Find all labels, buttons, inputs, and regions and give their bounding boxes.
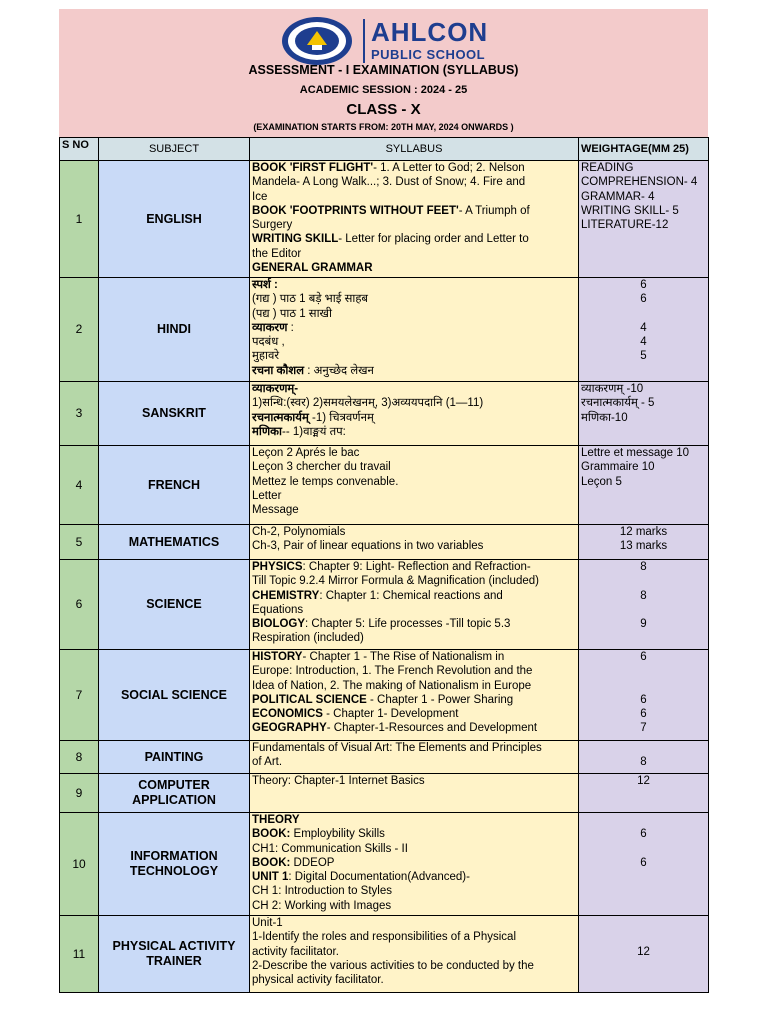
row-number: 3 (60, 382, 99, 446)
weightage-line: 6 (640, 693, 647, 706)
syllabus-text: - Letter for placing order and Letter to (338, 233, 529, 246)
syllabus-heading: रचनात्मकार्यम् (252, 411, 309, 424)
syllabus-line (252, 664, 576, 678)
subject-name: INFORMATION TECHNOLOGY (99, 813, 250, 916)
syllabus-heading: व्याकरण (252, 321, 288, 334)
syllabus-line (252, 916, 576, 930)
syllabus-heading: UNIT 1 (252, 871, 289, 884)
subject-name: COMPUTER APPLICATION (99, 774, 250, 813)
syllabus-line (252, 278, 576, 292)
syllabus-table (59, 137, 709, 993)
table-row (60, 650, 709, 741)
syllabus-line (252, 589, 576, 603)
weightage-line: 12 marks (619, 526, 668, 538)
syllabus-line (252, 335, 576, 349)
weightage-line (581, 603, 706, 617)
syllabus-line (252, 827, 576, 841)
weightage-line: WRITING SKILL- 5 (581, 204, 679, 217)
syllabus-line (252, 525, 576, 539)
syllabus-text: Respiration (included) (252, 632, 364, 645)
syllabus-heading: CHEMISTRY (252, 589, 320, 602)
syllabus-text: पदबंध , (252, 336, 285, 349)
syllabus-line (252, 364, 576, 378)
syllabus-line (252, 707, 576, 721)
exam-title: ASSESSMENT - I EXAMINATION (SYLLABUS) (248, 63, 519, 77)
school-name: AHLCON (371, 17, 489, 47)
weightage-cell (579, 650, 709, 741)
weightage-line (581, 664, 706, 678)
syllabus-text: Ch-2, Polynomials (252, 526, 346, 538)
row-number: 1 (60, 161, 99, 278)
syllabus-text: 1)सन्धि:(स्वर) 2)समयलेखनम्, 3)अव्ययपदानि (1—11) (252, 397, 484, 410)
syllabus-text: - Chapter 1 - Power Sharing (366, 693, 514, 706)
syllabus-text: - 1. A Letter to God; 2. Nelson (373, 162, 525, 174)
syllabus-line (252, 475, 576, 489)
logo-divider (363, 19, 365, 63)
weightage-line: 6 (640, 828, 647, 841)
syllabus-heading: BOOK 'FIRST FLIGHT' (252, 162, 374, 174)
syllabus-text: - Chapter 1 - The Rise of Nationalism in (302, 651, 505, 663)
table-row (60, 560, 709, 650)
syllabus-text: Surgery (252, 219, 293, 232)
syllabus-text: : Chapter 9: Light- Reflection and Refraction- (302, 561, 531, 573)
table-row (60, 774, 709, 813)
weightage-line: रचनात्मकार्यम् - 5 (581, 397, 655, 410)
syllabus-line (252, 382, 576, 396)
weightage-line: 6 (640, 279, 647, 291)
weightage-line: 6 (640, 651, 647, 663)
syllabus-cell (250, 916, 579, 993)
syllabus-heading: POLITICAL SCIENCE (252, 693, 367, 706)
syllabus-line (252, 232, 576, 246)
weightage-cell (579, 382, 709, 446)
syllabus-cell (250, 278, 579, 382)
weightage-line: GRAMMAR- 4 (581, 190, 655, 203)
syllabus-heading: THEORY (252, 814, 300, 826)
syllabus-cell (250, 560, 579, 650)
syllabus-line (252, 190, 576, 204)
syllabus-text: the Editor (252, 247, 302, 260)
weightage-line (581, 813, 706, 827)
syllabus-line (252, 218, 576, 232)
table-row (60, 741, 709, 774)
weightage-cell (579, 774, 709, 813)
weightage-line: 5 (640, 350, 647, 363)
syllabus-line (252, 161, 576, 175)
syllabus-line (252, 321, 576, 335)
weightage-line: Lettre et message 10 (581, 447, 690, 459)
weightage-line: 8 (640, 756, 647, 769)
school-subtitle: PUBLIC SCHOOL (371, 47, 486, 62)
table-body (60, 161, 709, 993)
col-header-weightage: WEIGHTAGE(MM 25) (579, 138, 709, 161)
weightage-line: 4 (640, 321, 647, 334)
syllabus-line (252, 813, 576, 827)
weightage-line (581, 916, 706, 930)
subject-name: MATHEMATICS (99, 525, 250, 560)
syllabus-line (252, 411, 576, 425)
syllabus-heading: BIOLOGY (252, 618, 306, 631)
syllabus-text: मुहावरे (252, 350, 280, 363)
syllabus-line (252, 721, 576, 735)
syllabus-cell (250, 741, 579, 774)
syllabus-text: -1) चित्रवर्णनम् (308, 411, 374, 424)
syllabus-heading: GENERAL GRAMMAR (252, 262, 373, 275)
syllabus-line (252, 631, 576, 645)
syllabus-text: physical activity facilitator. (252, 974, 384, 987)
syllabus-text: - Chapter 1- Development (322, 708, 459, 721)
syllabus-text: Ice (252, 190, 268, 203)
syllabus-line (252, 560, 576, 574)
weightage-line: READING (581, 162, 634, 174)
syllabus-heading: स्पर्श : (252, 279, 278, 291)
syllabus-line (252, 460, 576, 474)
table-header-row (60, 138, 709, 161)
syllabus-text: CH 1: Introduction to Styles (252, 885, 392, 898)
syllabus-line (252, 489, 576, 503)
syllabus-cell (250, 161, 579, 278)
syllabus-heading: व्याकरणम्- (252, 383, 299, 395)
weightage-line: 12 (637, 775, 650, 787)
weightage-line: 7 (640, 722, 647, 735)
syllabus-cell (250, 446, 579, 525)
syllabus-cell (250, 813, 579, 916)
school-seal-icon (279, 15, 355, 67)
syllabus-cell (250, 525, 579, 560)
syllabus-text: (पद्य ) पाठ 1 साखी (252, 307, 332, 320)
syllabus-heading: BOOK: (252, 828, 291, 841)
syllabus-text: Leçon 3 chercher du travail (252, 461, 391, 474)
table-row (60, 161, 709, 278)
weightage-line: 4 (640, 336, 647, 349)
syllabus-text: Message (252, 504, 299, 517)
subject-name: ENGLISH (99, 161, 250, 278)
syllabus-line (252, 446, 576, 460)
syllabus-text: (गद्य ) पाठ 1 बड़े भाई साहब (252, 293, 368, 306)
weightage-line (581, 679, 706, 693)
syllabus-text: - A Triumph of (458, 204, 530, 217)
syllabus-text: Leçon 2 Aprés le bac (252, 447, 360, 459)
syllabus-heading: WRITING SKILL (252, 233, 339, 246)
subject-name: SCIENCE (99, 560, 250, 650)
row-number: 4 (60, 446, 99, 525)
syllabus-text: Letter (252, 489, 282, 502)
row-number: 2 (60, 278, 99, 382)
weightage-cell (579, 560, 709, 650)
syllabus-line (252, 396, 576, 410)
syllabus-text: : Chapter 5: Life processes -Till topic 5.3 (305, 618, 511, 631)
syllabus-line (252, 349, 576, 363)
syllabus-heading: BOOK 'FOOTPRINTS WITHOUT FEET' (252, 204, 459, 217)
weightage-line: मणिका-10 (581, 411, 628, 424)
syllabus-text: - Chapter-1-Resources and Development (326, 722, 538, 735)
syllabus-heading: GEOGRAPHY (252, 722, 327, 735)
col-header-subject: SUBJECT (99, 138, 250, 161)
syllabus-line (252, 856, 576, 870)
syllabus-line (252, 603, 576, 617)
weightage-cell (579, 278, 709, 382)
syllabus-text: : (287, 321, 294, 334)
weightage-cell (579, 813, 709, 916)
weightage-line: व्याकरणम् -10 (581, 383, 644, 395)
school-logo (279, 15, 489, 67)
weightage-line: 9 (640, 618, 647, 631)
weightage-cell (579, 741, 709, 774)
weightage-cell (579, 525, 709, 560)
syllabus-line (252, 774, 576, 788)
syllabus-text: activity facilitator. (252, 945, 339, 958)
weightage-line: 8 (640, 561, 647, 573)
syllabus-text: Employbility Skills (290, 828, 385, 841)
weightage-line: 13 marks (619, 540, 668, 553)
syllabus-text: Europe: Introduction, 1. The French Revolution and the (252, 665, 533, 678)
syllabus-line (252, 870, 576, 884)
row-number: 5 (60, 525, 99, 560)
col-header-sno: S NO (60, 138, 99, 161)
subject-name: HINDI (99, 278, 250, 382)
syllabus-heading: HISTORY (252, 651, 303, 663)
syllabus-cell (250, 774, 579, 813)
row-number: 7 (60, 650, 99, 741)
syllabus-text: Equations (252, 603, 304, 616)
academic-session: ACADEMIC SESSION : 2024 - 25 (299, 84, 468, 96)
syllabus-sheet (59, 9, 708, 993)
row-number: 11 (60, 916, 99, 993)
syllabus-text: Mettez le temps convenable. (252, 475, 399, 488)
syllabus-line (252, 650, 576, 664)
syllabus-text: : अनुच्छेद लेखन (304, 364, 374, 377)
syllabus-line (252, 755, 576, 769)
weightage-line (581, 574, 706, 588)
weightage-line: 6 (640, 708, 647, 721)
syllabus-line (252, 973, 576, 987)
syllabus-text: 2-Describe the various activities to be conducted by the (252, 959, 534, 972)
subject-name: SANSKRIT (99, 382, 250, 446)
syllabus-heading: BOOK: (252, 856, 291, 869)
weightage-line (581, 842, 706, 856)
row-number: 9 (60, 774, 99, 813)
row-number: 6 (60, 560, 99, 650)
syllabus-text: : Chapter 1: Chemical reactions and (319, 589, 503, 602)
weightage-line (581, 741, 706, 755)
syllabus-text: : Digital Documentation(Advanced)- (288, 871, 470, 884)
syllabus-text: -- 1)वाङ्मयं तप: (281, 425, 346, 438)
syllabus-cell (250, 650, 579, 741)
syllabus-cell (250, 382, 579, 446)
syllabus-line (252, 503, 576, 517)
syllabus-line (252, 307, 576, 321)
weightage-line: 6 (640, 293, 647, 306)
syllabus-line (252, 741, 576, 755)
syllabus-text: Idea of Nation, 2. The making of Nationalism in Europe (252, 679, 532, 692)
syllabus-line (252, 930, 576, 944)
syllabus-text: CH 2: Working with Images (252, 899, 392, 912)
weightage-line: 8 (640, 589, 647, 602)
subject-name: PAINTING (99, 741, 250, 774)
weightage-cell (579, 916, 709, 993)
class-title: CLASS - X (346, 101, 421, 118)
weightage-line: LITERATURE-12 (581, 219, 669, 232)
syllabus-line (252, 574, 576, 588)
syllabus-text: Mandela- A Long Walk...; 3. Dust of Snow; 4. Fire and (252, 176, 526, 189)
weightage-line (581, 930, 706, 944)
syllabus-line (252, 292, 576, 306)
weightage-line: 12 (637, 945, 650, 958)
table-row (60, 278, 709, 382)
syllabus-text: Ch-3, Pair of linear equations in two variables (252, 540, 484, 553)
syllabus-line (252, 959, 576, 973)
table-row (60, 813, 709, 916)
syllabus-line (252, 247, 576, 261)
syllabus-heading: ECONOMICS (252, 708, 323, 721)
syllabus-line (252, 884, 576, 898)
subject-name: FRENCH (99, 446, 250, 525)
syllabus-heading: रचना कौशल (252, 364, 304, 377)
weightage-line: Grammaire 10 (581, 461, 655, 474)
syllabus-line (252, 175, 576, 189)
table-row (60, 525, 709, 560)
syllabus-text: Unit-1 (252, 917, 283, 929)
syllabus-heading: मणिका (252, 425, 282, 438)
syllabus-text: 1-Identify the roles and responsibilities of a Physical (252, 931, 517, 944)
exam-start-note: (EXAMINATION STARTS FROM: 20TH MAY, 2024 ONWARDS ) (253, 122, 514, 132)
syllabus-line (252, 899, 576, 913)
syllabus-text: of Art. (252, 756, 283, 769)
syllabus-line (252, 679, 576, 693)
syllabus-line (252, 539, 576, 553)
syllabus-text: Till Topic 9.2.4 Mirror Formula & Magnification (included) (252, 575, 539, 588)
syllabus-line (252, 204, 576, 218)
col-header-syllabus: SYLLABUS (250, 138, 579, 161)
syllabus-line (252, 425, 576, 439)
weightage-line: 6 (640, 856, 647, 869)
weightage-cell (579, 161, 709, 278)
subject-name: SOCIAL SCIENCE (99, 650, 250, 741)
table-row (60, 382, 709, 446)
subject-name: PHYSICAL ACTIVITY TRAINER (99, 916, 250, 993)
weightage-line (581, 307, 706, 321)
table-row (60, 446, 709, 525)
syllabus-line (252, 261, 576, 275)
syllabus-text: Fundamentals of Visual Art: The Elements and Principles (252, 742, 542, 754)
document-header (59, 9, 708, 137)
weightage-line: Leçon 5 (581, 475, 622, 488)
syllabus-heading: PHYSICS (252, 561, 303, 573)
row-number: 8 (60, 741, 99, 774)
syllabus-line (252, 842, 576, 856)
syllabus-text: DDEOP (290, 856, 335, 869)
weightage-line: COMPREHENSION- 4 (581, 176, 698, 189)
table-row (60, 916, 709, 993)
syllabus-text: Theory: Chapter-1 Internet Basics (252, 775, 425, 787)
syllabus-line (252, 945, 576, 959)
weightage-cell (579, 446, 709, 525)
row-number: 10 (60, 813, 99, 916)
syllabus-text: CH1: Communication Skills - II (252, 842, 408, 855)
syllabus-line (252, 617, 576, 631)
syllabus-line (252, 693, 576, 707)
